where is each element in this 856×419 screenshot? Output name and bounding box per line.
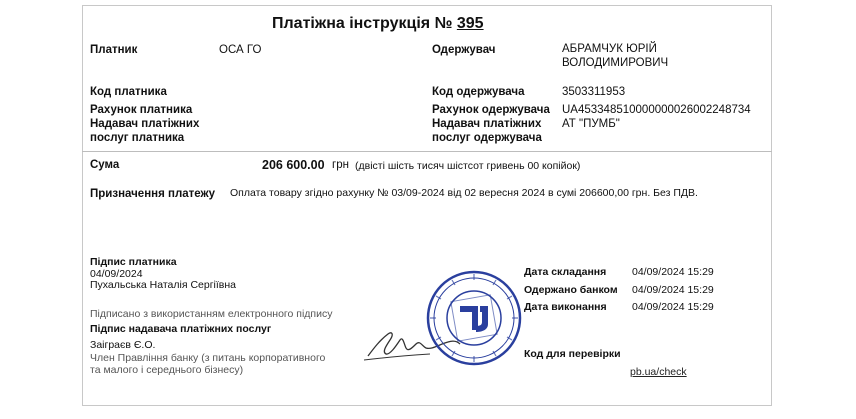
payer-signatory-name: Пухальська Наталія Сергіївна: [90, 279, 237, 291]
date-executed-label: Дата виконання: [524, 301, 607, 313]
recipient-code: 3503311953: [562, 86, 626, 98]
check-link[interactable]: pb.ua/check: [630, 366, 687, 378]
payer-label: Платник: [90, 44, 138, 56]
payer-code-label: Код платника: [90, 86, 167, 98]
recipient-code-label: Код одержувача: [432, 86, 525, 98]
payer-provider-label-line1: Надавач платіжних: [90, 118, 200, 130]
provider-position-line1: Член Правління банку (з питань корпоративного: [90, 352, 326, 364]
purpose-text: Оплата товару згідно рахунку № 03/09-2024 від 02 вересня 2024 в сумі 206600,00 грн. Без ПДВ.: [230, 187, 698, 199]
recipient-label: Одержувач: [432, 44, 496, 56]
document-title: [272, 15, 484, 33]
bank-seal-icon: [424, 268, 524, 368]
recipient-account: UA453348510000000026002248734: [562, 104, 751, 116]
payer-provider-label-line2: послуг платника: [90, 132, 185, 144]
recipient-name-line1: АБРАМЧУК ЮРІЙ: [562, 43, 657, 55]
purpose-label: Призначення платежу: [90, 188, 216, 200]
check-code-label: Код для перевірки: [524, 348, 621, 360]
provider-signature-label: Підпис надавача платіжних послуг: [90, 323, 272, 335]
recipient-provider-label-line2: послуг одержувача: [432, 132, 542, 144]
date-created-value: 04/09/2024 15:29: [632, 266, 714, 278]
title-prefix: Платіжна інструкція №: [272, 15, 457, 32]
recipient-name-line2: ВОЛОДИМИРОВИЧ: [562, 57, 669, 69]
divider: [82, 151, 772, 152]
date-received-value: 04/09/2024 15:29: [632, 284, 714, 296]
sum-currency: грн: [332, 159, 349, 171]
date-executed-value: 04/09/2024 15:29: [632, 301, 714, 313]
date-received-label: Одержано банком: [524, 284, 618, 296]
sum-label: Сума: [90, 159, 120, 171]
payer-name: ОСА ГО: [219, 44, 262, 56]
recipient-account-label: Рахунок одержувача: [432, 104, 550, 116]
document-number: 395: [456, 15, 484, 32]
sum-amount: 206 600.00: [262, 158, 325, 172]
recipient-provider: АТ "ПУМБ": [562, 118, 620, 130]
payer-account-label: Рахунок платника: [90, 104, 193, 116]
payer-signature-date: 04/09/2024: [90, 268, 143, 280]
esign-note: Підписано з використанням електронного підпису: [90, 308, 333, 320]
sum-in-words: (двісті шість тисяч шістсот гривень 00 копійок): [355, 160, 581, 172]
payer-signature-label: Підпис платника: [90, 256, 177, 268]
recipient-provider-label-line1: Надавач платіжних: [432, 118, 542, 130]
provider-position-line2: та малого і середнього бізнесу): [90, 364, 244, 376]
date-created-label: Дата складання: [524, 266, 607, 278]
provider-signatory-name: Заіграєв Є.О.: [90, 339, 156, 351]
